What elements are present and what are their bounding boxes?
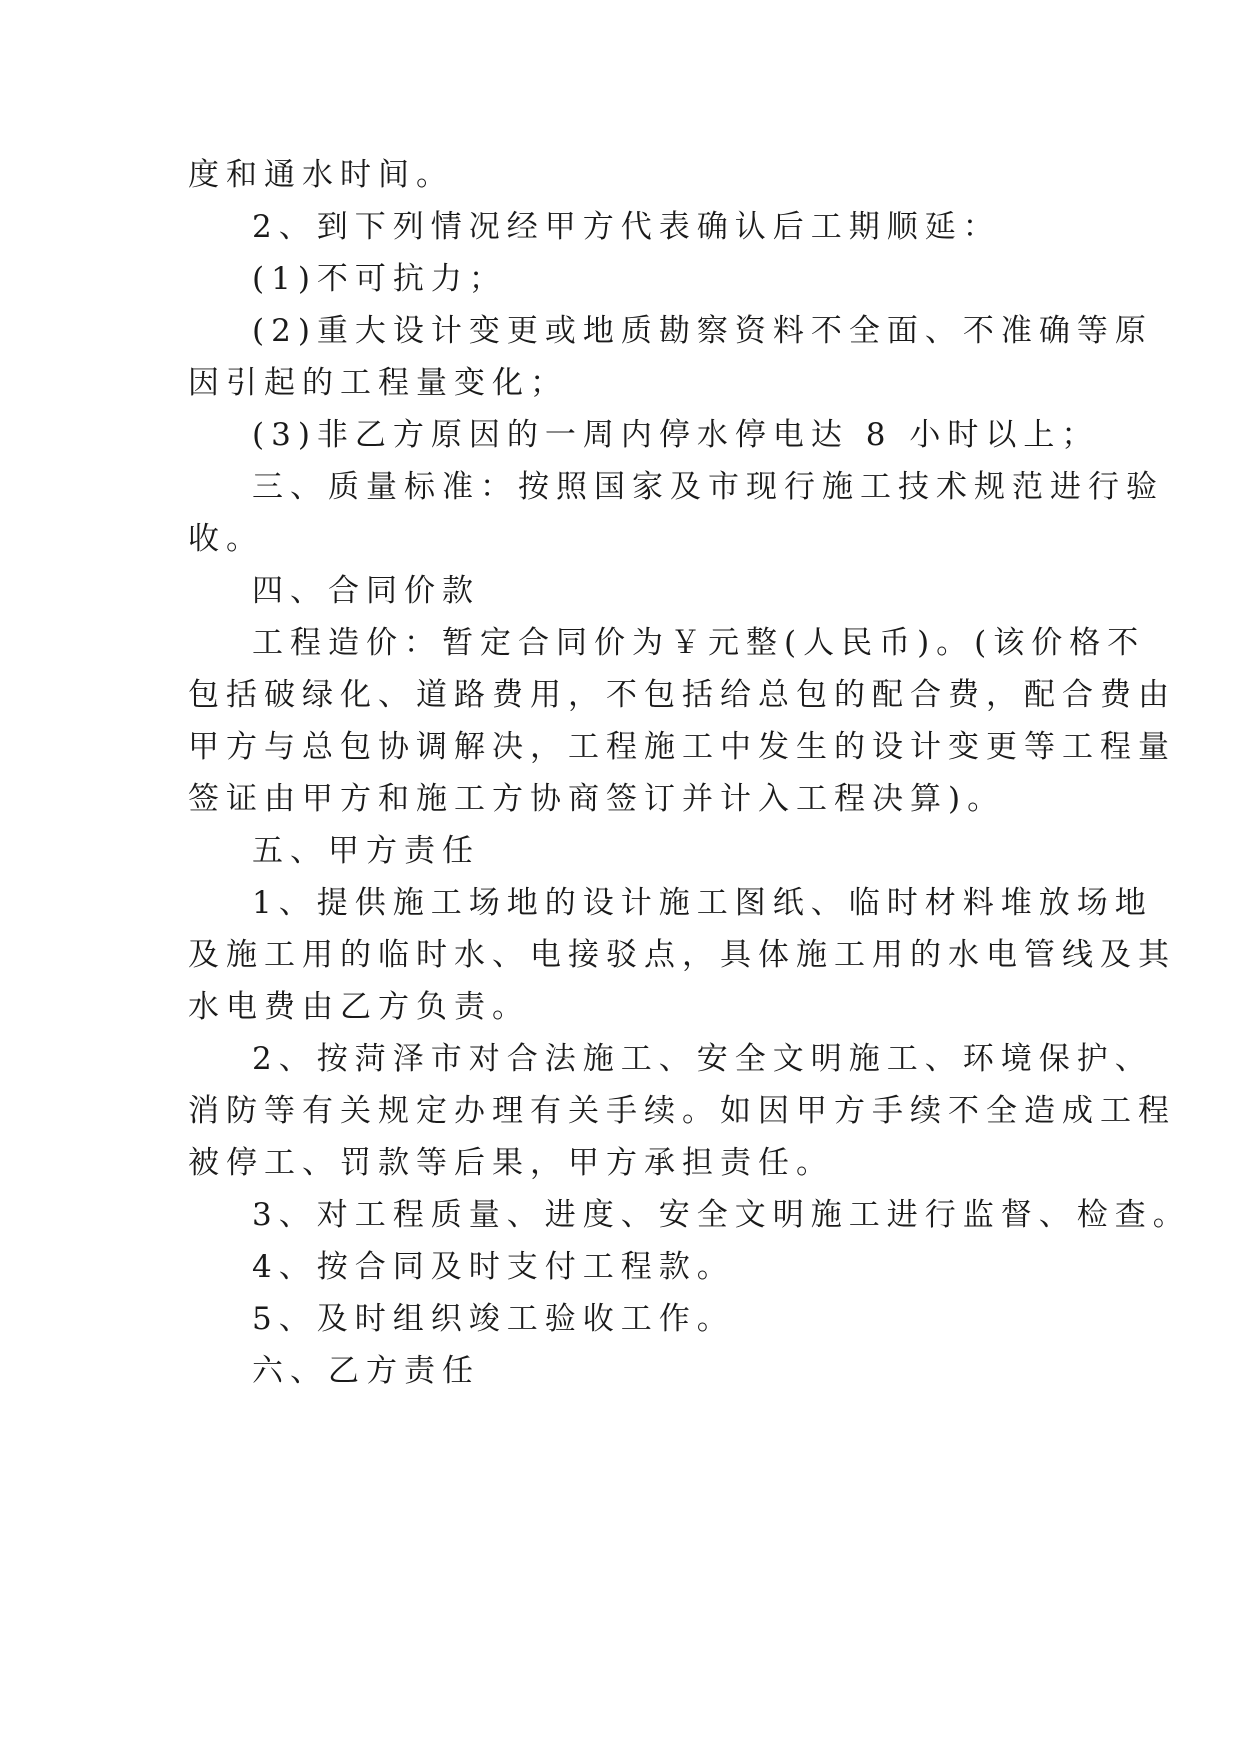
item-2-design-change: (2)重大设计变更或地质勘察资料不全面、不准确等原 xyxy=(252,313,1153,349)
party-a-duty-2-cont-2: 被停工、罚款等后果，甲方承担责任。 xyxy=(188,1145,834,1181)
item-1-force-majeure: (1)不可抗力； xyxy=(252,261,507,297)
section-3-quality-standard: 三、质量标准：按照国家及市现行施工技术规范进行验 xyxy=(252,469,1164,505)
project-cost-paragraph-cont-3: 签证由甲方和施工方协商签订并计入工程决算)。 xyxy=(188,781,1006,817)
party-a-duty-1-cont-1: 及施工用的临时水、电接驳点，具体施工用的水电管线及其 xyxy=(188,937,1176,973)
project-cost-paragraph-cont-2: 甲方与总包协调解决，工程施工中发生的设计变更等工程量 xyxy=(188,729,1176,765)
section-6-heading: 六、乙方责任 xyxy=(252,1353,480,1389)
party-a-duty-5: 5、及时组织竣工验收工作。 xyxy=(252,1301,735,1337)
section-5-heading: 五、甲方责任 xyxy=(252,833,480,869)
party-a-duty-1-cont-2: 水电费由乙方负责。 xyxy=(188,989,530,1025)
section-3-quality-standard-cont: 收。 xyxy=(188,521,264,557)
item-2-design-change-cont: 因引起的工程量变化； xyxy=(188,365,568,401)
text-line-continuation: 度和通水时间。 xyxy=(188,157,454,193)
party-a-duty-4: 4、按合同及时支付工程款。 xyxy=(252,1249,735,1285)
party-a-duty-1: 1、提供施工场地的设计施工图纸、临时材料堆放场地 xyxy=(252,885,1153,921)
party-a-duty-3: 3、对工程质量、进度、安全文明施工进行监督、检查。 xyxy=(252,1197,1191,1233)
item-3-power-water-outage: (3)非乙方原因的一周内停水停电达 8 小时以上； xyxy=(252,417,1100,453)
party-a-duty-2-cont-1: 消防等有关规定办理有关手续。如因甲方手续不全造成工程 xyxy=(188,1093,1176,1129)
clause-2-delay-conditions: 2、到下列情况经甲方代表确认后工期顺延： xyxy=(252,209,1001,245)
project-cost-paragraph-cont-1: 包括破绿化、道路费用，不包括给总包的配合费，配合费由 xyxy=(188,677,1176,713)
section-4-heading: 四、合同价款 xyxy=(252,573,480,609)
project-cost-paragraph: 工程造价：暂定合同价为￥元整(人民币)。(该价格不 xyxy=(252,625,1146,661)
party-a-duty-2: 2、按菏泽市对合法施工、安全文明施工、环境保护、 xyxy=(252,1041,1153,1077)
